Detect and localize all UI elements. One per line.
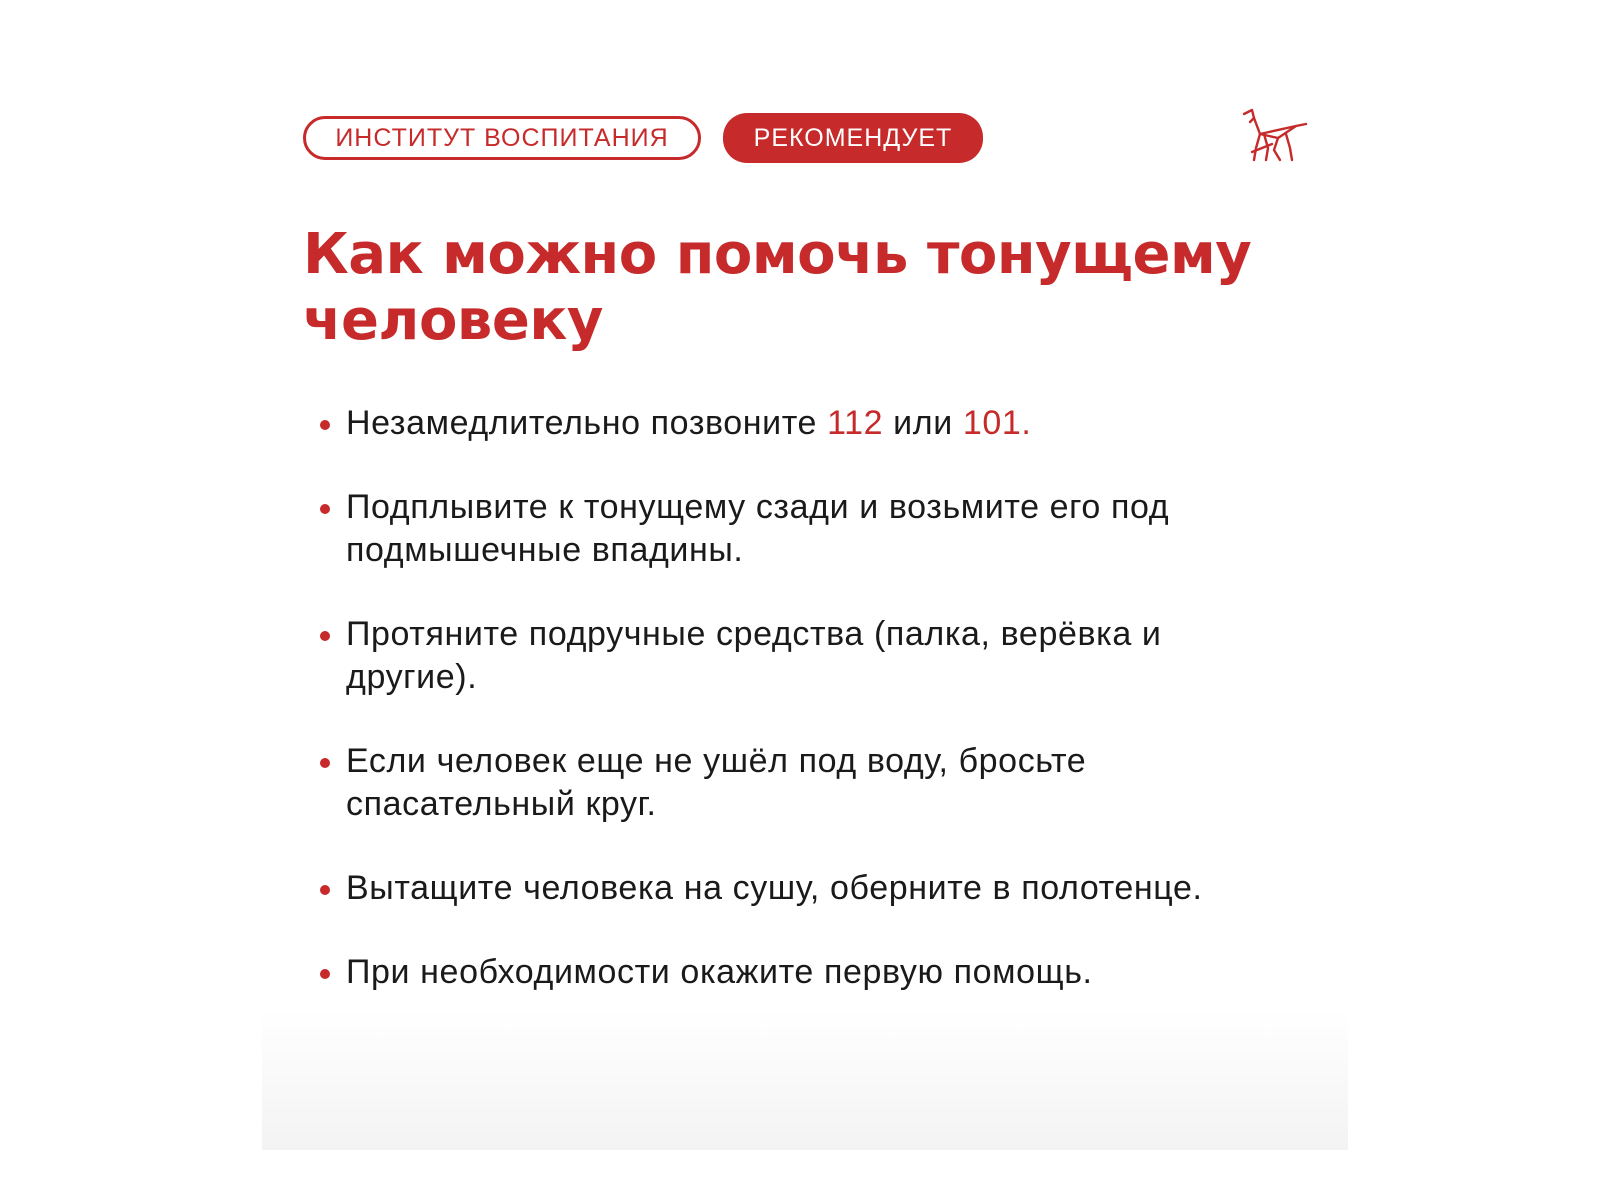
phone-number-112: 112 [827, 404, 884, 442]
list-item [320, 613, 1280, 699]
list-item [320, 402, 1280, 445]
item-text: Протяните подручные средства (палка, верёвка и другие). [346, 615, 1162, 696]
recommends-tag: РЕКОМЕНДУЕТ [723, 113, 983, 163]
bullet-icon [320, 420, 330, 430]
item-text: Незамедлительно позвоните [346, 404, 828, 442]
bullet-icon [320, 758, 330, 768]
list-item [320, 740, 1280, 826]
header-tags [303, 113, 983, 163]
horse-logo-icon [1238, 104, 1310, 168]
bullet-icon [320, 631, 330, 641]
bullet-icon [320, 969, 330, 979]
list-item [320, 951, 1280, 994]
bullet-icon [320, 504, 330, 514]
list-item [320, 867, 1280, 910]
institute-tag: ИНСТИТУТ ВОСПИТАНИЯ [303, 116, 701, 160]
item-text: Если человек еще не ушёл под воду, бросьте спасательный круг. [346, 742, 1087, 823]
item-text: Подплывите к тонущему сзади и возьмите его под подмышечные впадины. [346, 488, 1170, 569]
phone-number-101: 101. [962, 404, 1032, 442]
list-item [320, 486, 1280, 572]
item-text: Вытащите человека на сушу, оберните в полотенце. [346, 869, 1203, 907]
bullet-icon [320, 885, 330, 895]
item-text: При необходимости окажите первую помощь. [346, 953, 1093, 991]
instructions-list [320, 402, 1280, 1035]
page-title: Как можно помочь тонущему человеку [303, 222, 1252, 353]
item-text-connector: или [883, 404, 963, 442]
